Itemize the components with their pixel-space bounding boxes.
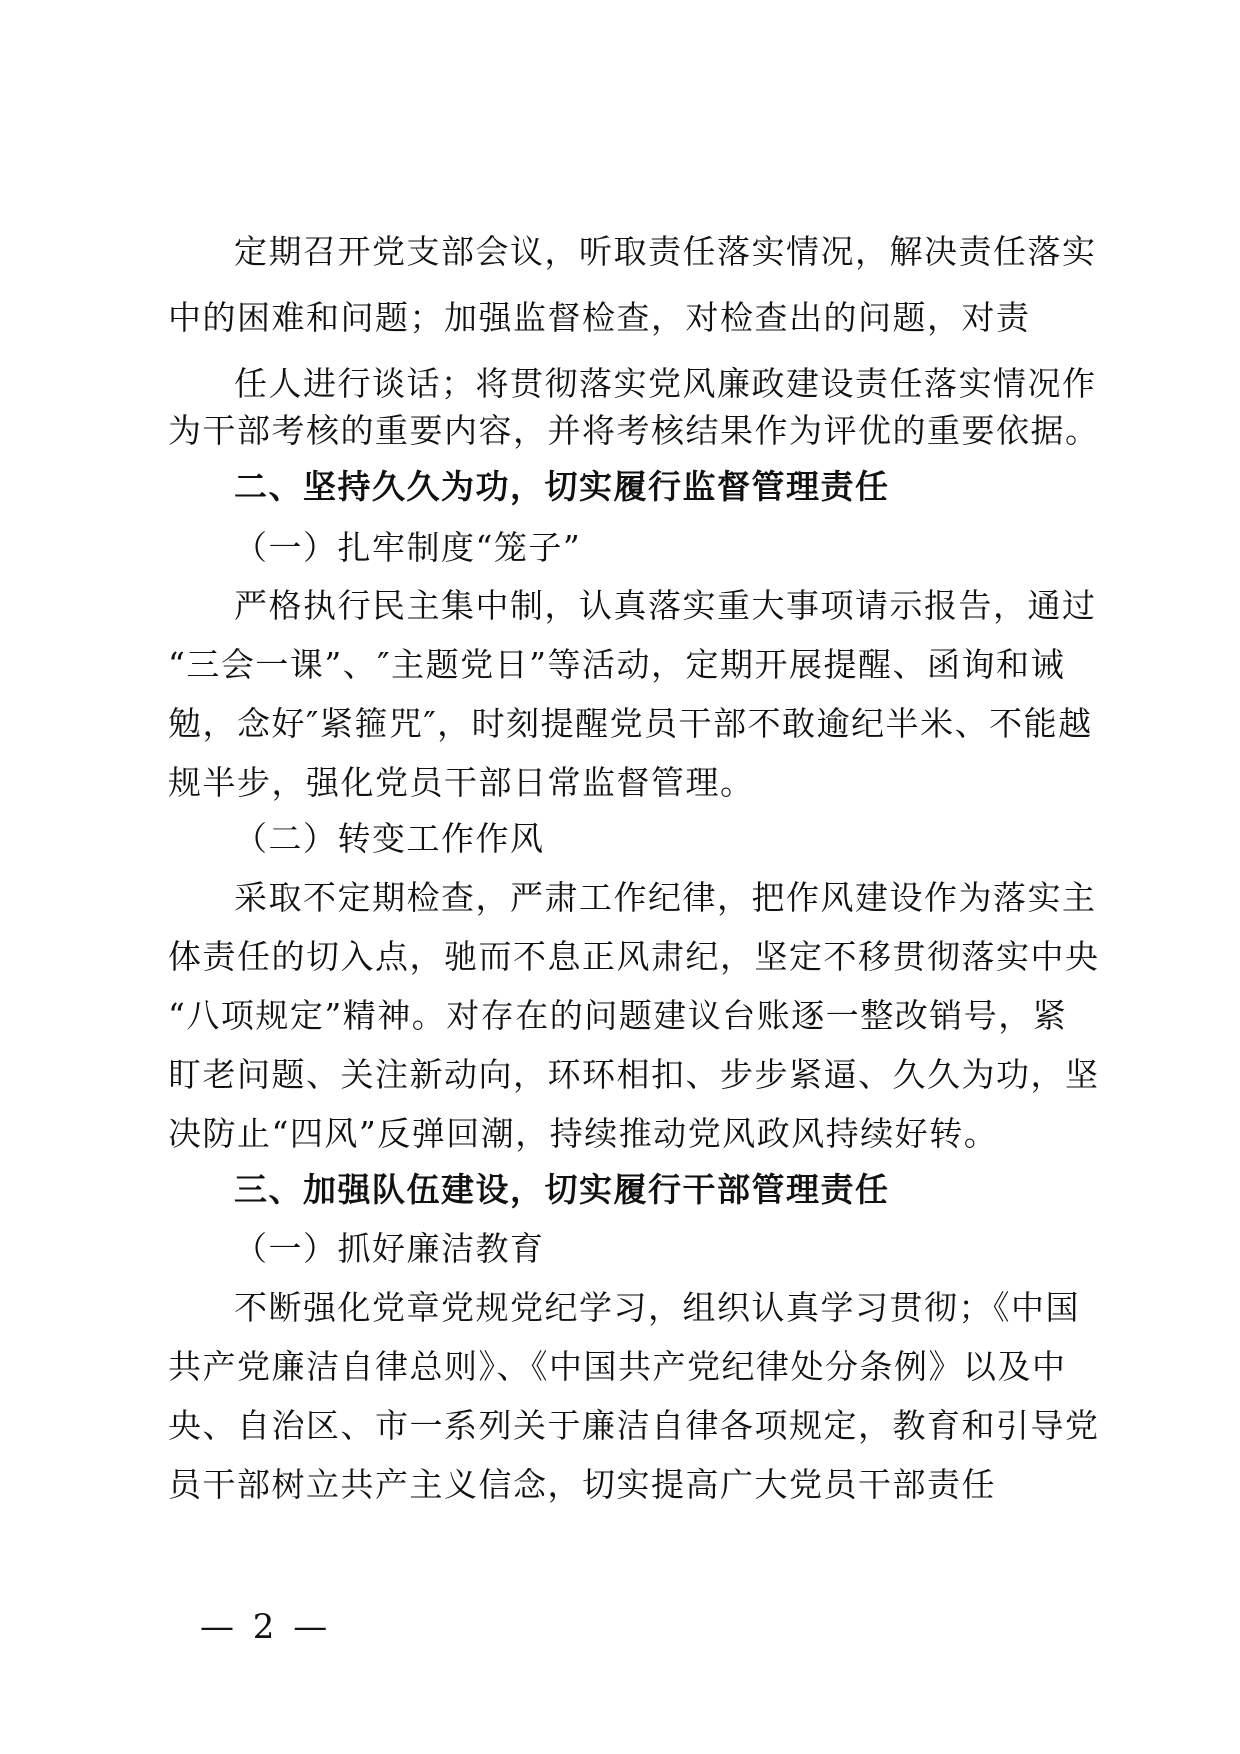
body-text-line: 为干部考核的重要内容，并将考核结果作为评优的重要依据。 xyxy=(168,411,1100,450)
body-text-line: 员干部树立共产主义信念，切实提高广大党员干部责任 xyxy=(168,1465,996,1504)
subsection-heading: （二）转变工作作风 xyxy=(234,819,545,858)
body-text-line: 决防止“四风”反弹回潮，持续推动党风政风持续好转。 xyxy=(168,1114,999,1153)
section-heading: 三、加强队伍建设，切实履行干部管理责任 xyxy=(234,1170,890,1209)
subsection-heading: （一）扎牢制度“笼子” xyxy=(234,528,582,567)
body-text-line: 勉，念好″紧箍咒″，时刻提醒党员干部不敢逾纪半米、不能越 xyxy=(168,704,1093,743)
body-text-line: 定期召开党支部会议，听取责任落实情况，解决责任落实 xyxy=(234,232,1097,271)
body-text-line: “三会一课”、″主题党日”等活动，定期开展提醒、函询和诫 xyxy=(168,645,1065,684)
body-text-line: “八项规定”精神。对存在的问题建议台账逐一整改销号，紧 xyxy=(168,996,1068,1035)
body-text-line: 盯老问题、关注新动向，环环相扣、步步紧逼、久久为功，坚 xyxy=(168,1055,1100,1094)
body-text-line: 采取不定期检查，严肃工作纪律，把作风建设作为落实主 xyxy=(234,878,1097,917)
body-text-line: 央、自治区、市一系列关于廉洁自律各项规定，教育和引导党 xyxy=(168,1406,1100,1445)
section-heading: 二、坚持久久为功，切实履行监督管理责任 xyxy=(234,467,890,506)
body-text-line: 严格执行民主集中制，认真落实重大事项请示报告，通过 xyxy=(234,586,1097,625)
body-text-line: 体责任的切入点，驰而不息正风肃纪，坚定不移贯彻落实中央 xyxy=(168,937,1100,976)
body-text-line: 不断强化党章党规党纪学习，组织认真学习贯彻；《中国 xyxy=(234,1288,1080,1327)
body-text-line: 共产党廉洁自律总则》、《中国共产党纪律处分条例》以及中 xyxy=(168,1347,1067,1386)
body-text-line: 中的困难和问题；加强监督检查，对检查出的问题，对责 xyxy=(168,298,1031,337)
subsection-heading: （一）抓好廉洁教育 xyxy=(234,1229,545,1268)
body-text-line: 任人进行谈话；将贯彻落实党风廉政建设责任落实情况作 xyxy=(234,364,1097,403)
page-number: — 2 — xyxy=(200,1607,332,1647)
body-text-line: 规半步，强化党员干部日常监督管理。 xyxy=(168,763,755,802)
